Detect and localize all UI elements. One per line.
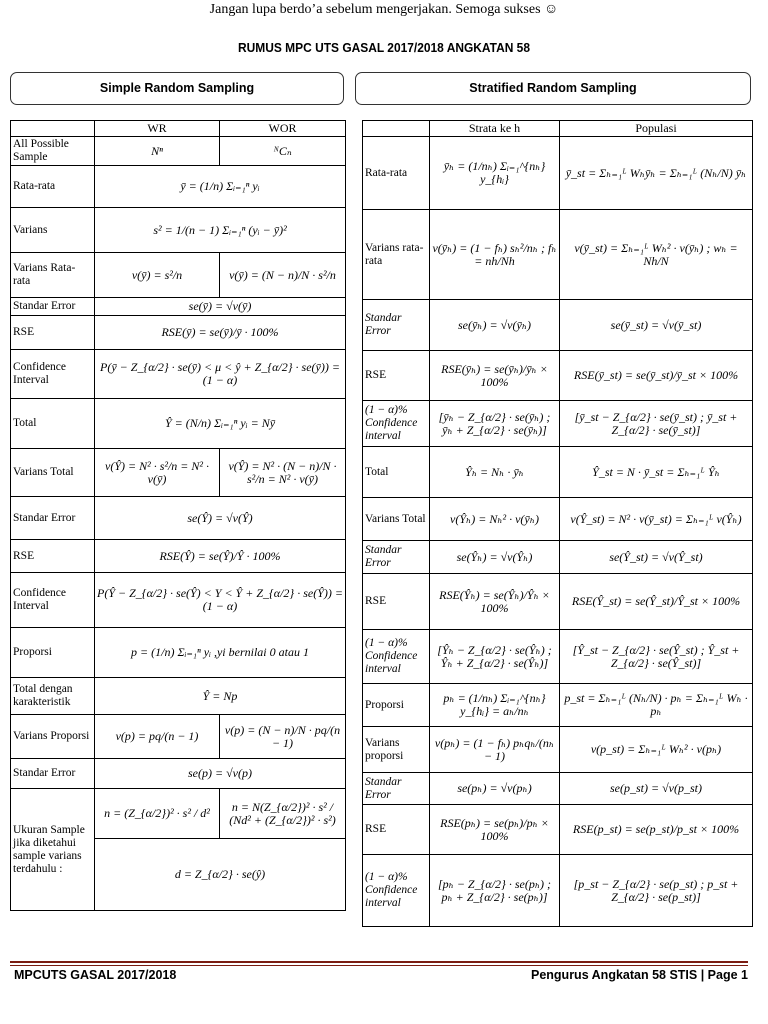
row-label: Varians xyxy=(11,208,95,253)
row-label: RSE xyxy=(363,805,430,855)
formula-cell: RSE(ȳ) = se(ȳ)/ȳ · 100% xyxy=(95,316,346,350)
row-label: Proporsi xyxy=(11,628,95,678)
col-header-wr: WR xyxy=(95,121,220,137)
row-label: Rata-rata xyxy=(363,137,430,210)
table-row xyxy=(363,351,753,401)
formula-cell: se(p) = √v(p) xyxy=(95,759,346,789)
footer-divider xyxy=(10,961,748,963)
table-row xyxy=(11,298,346,316)
formula-cell: RSE(ȳ_st) = se(ȳ_st)/ȳ_st × 100% xyxy=(560,351,753,401)
formula-cell: Ŷ = (N/n) Σᵢ₌₁ⁿ yᵢ = Nȳ xyxy=(95,399,346,449)
row-label: Standar Error xyxy=(363,541,430,574)
formula-cell: [Ŷₕ − Z_{α/2} · se(Ŷₕ) ; Ŷₕ + Z_{α/2} · se(Ŷₕ)] xyxy=(430,630,560,684)
formula-cell: p_st = Σₕ₌₁ᴸ (Nₕ/N) · pₕ = Σₕ₌₁ᴸ Wₕ · pₕ xyxy=(560,684,753,727)
row-label: Varians Rata-rata xyxy=(11,253,95,298)
formula-cell: n = N(Z_{α/2})² · s² / (Nd² + (Z_{α/2})² · s²) xyxy=(220,789,346,839)
table-row xyxy=(11,316,346,350)
row-label: Total dengan karakteristik xyxy=(11,678,95,715)
row-label: All Possible Sample xyxy=(11,137,95,166)
formula-cell: RSE(Ŷₕ) = se(Ŷₕ)/Ŷₕ × 100% xyxy=(430,574,560,630)
formula-cell: [p_st − Z_{α/2} · se(p_st) ; p_st + Z_{α/2} · se(p_st)] xyxy=(560,855,753,927)
table-row xyxy=(363,210,753,300)
formula-cell: [ȳ_st − Z_{α/2} · se(ȳ_st) ; ȳ_st + Z_{α/2} · se(ȳ_st)] xyxy=(560,401,753,447)
row-label: (1 − α)% Confidence interval xyxy=(363,855,430,927)
table-row xyxy=(11,399,346,449)
formula-cell: ᴺCₙ xyxy=(220,137,346,166)
table-row xyxy=(363,137,753,210)
blank-header xyxy=(11,121,95,137)
formula-cell: Ŷₕ = Nₕ · ȳₕ xyxy=(430,447,560,498)
table-row xyxy=(11,540,346,573)
formula-cell: pₕ = (1/nₕ) Σᵢ₌₁^{nₕ} y_{hᵢ} = aₕ/nₕ xyxy=(430,684,560,727)
table-row xyxy=(11,759,346,789)
formula-cell: se(Ŷ_st) = √v(Ŷ_st) xyxy=(560,541,753,574)
formula-cell: [Ŷ_st − Z_{α/2} · se(Ŷ_st) ; Ŷ_st + Z_{α/2} · se(Ŷ_st)] xyxy=(560,630,753,684)
table-header-row xyxy=(363,121,753,137)
table-row xyxy=(11,789,346,839)
formula-cell: v(p_st) = Σₕ₌₁ᴸ Wₕ² · v(pₕ) xyxy=(560,727,753,773)
formula-cell: se(ȳₕ) = √v(ȳₕ) xyxy=(430,300,560,351)
row-label: Varians Total xyxy=(11,449,95,497)
table-row xyxy=(363,773,753,805)
formula-cell: v(pₕ) = (1 − fₕ) pₕqₕ/(nₕ − 1) xyxy=(430,727,560,773)
row-label: RSE xyxy=(363,351,430,401)
row-label: Standar Error xyxy=(11,759,95,789)
formula-cell: se(p_st) = √v(p_st) xyxy=(560,773,753,805)
formula-cell: P(ȳ − Z_{α/2} · se(ȳ) < μ < ŷ + Z_{α/2} · se(ȳ)) = (1 − α) xyxy=(95,350,346,399)
row-label: (1 − α)% Confidence interval xyxy=(363,630,430,684)
row-label: Varians Total xyxy=(363,498,430,541)
row-label: Ukuran Sample jika diketahui sample varians terdahulu : xyxy=(11,789,95,911)
formula-cell: s² = 1/(n − 1) Σᵢ₌₁ⁿ (yᵢ − ȳ)² xyxy=(95,208,346,253)
table-row xyxy=(11,208,346,253)
srs-formula-table xyxy=(10,120,346,911)
formula-cell: Nⁿ xyxy=(95,137,220,166)
table-row xyxy=(363,684,753,727)
row-label: Standar Error xyxy=(11,497,95,540)
table-row xyxy=(363,401,753,447)
formula-cell: v(ȳ) = (N − n)/N · s²/n xyxy=(220,253,346,298)
formula-cell: v(Ŷ) = N² · s²/n = N² · v(ȳ) xyxy=(95,449,220,497)
row-label: Varians proporsi xyxy=(363,727,430,773)
table-row xyxy=(11,137,346,166)
table-row xyxy=(11,497,346,540)
footer-right-text: Pengurus Angkatan 58 STIS | Page 1 xyxy=(531,968,748,982)
formula-cell: v(p) = pq/(n − 1) xyxy=(95,715,220,759)
formula-cell: se(pₕ) = √v(pₕ) xyxy=(430,773,560,805)
page-title: RUMUS MPC UTS GASAL 2017/2018 ANGKATAN 58 xyxy=(238,40,530,55)
row-label: RSE xyxy=(363,574,430,630)
col-header-strata: Strata ke h xyxy=(430,121,560,137)
row-label: Standar Error xyxy=(11,298,95,316)
formula-cell: v(Ŷ_st) = N² · v(ȳ_st) = Σₕ₌₁ᴸ v(Ŷₕ) xyxy=(560,498,753,541)
table-row xyxy=(11,715,346,759)
formula-cell: n = (Z_{α/2})² · s² / d² xyxy=(95,789,220,839)
table-row xyxy=(363,300,753,351)
formula-cell: ȳₕ = (1/nₕ) Σᵢ₌₁^{nₕ} y_{hᵢ} xyxy=(430,137,560,210)
formula-cell: RSE(ȳₕ) = se(ȳₕ)/ȳₕ × 100% xyxy=(430,351,560,401)
footer-divider-thin xyxy=(10,965,748,966)
footer-left-text: MPCUTS GASAL 2017/2018 xyxy=(14,968,177,982)
formula-cell: Ŷ_st = N · ȳ_st = Σₕ₌₁ᴸ Ŷₕ xyxy=(560,447,753,498)
table-row xyxy=(363,630,753,684)
stratified-formula-table xyxy=(362,120,753,927)
formula-cell: RSE(pₕ) = se(pₕ)/pₕ × 100% xyxy=(430,805,560,855)
formula-cell: P(Ŷ − Z_{α/2} · se(Ŷ) < Y < Ŷ + Z_{α/2} · se(Ŷ)) = (1 − α) xyxy=(95,573,346,628)
row-label: Rata-rata xyxy=(11,166,95,208)
table-row xyxy=(11,253,346,298)
section-header-srs: Simple Random Sampling xyxy=(10,72,344,105)
formula-cell: v(ȳ) = s²/n xyxy=(95,253,220,298)
table-row xyxy=(363,498,753,541)
table-row xyxy=(363,447,753,498)
formula-cell: v(Ŷ) = N² · (N − n)/N · s²/n = N² · v(ȳ) xyxy=(220,449,346,497)
row-label: Total xyxy=(11,399,95,449)
col-header-populasi: Populasi xyxy=(560,121,753,137)
table-row xyxy=(363,574,753,630)
formula-cell: se(ȳ_st) = √v(ȳ_st) xyxy=(560,300,753,351)
row-label: RSE xyxy=(11,540,95,573)
formula-cell: v(p) = (N − n)/N · pq/(n − 1) xyxy=(220,715,346,759)
row-label: RSE xyxy=(11,316,95,350)
row-label: Varians rata-rata xyxy=(363,210,430,300)
formula-cell: d = Z_{α/2} · se(ŷ) xyxy=(95,839,346,911)
blank-header xyxy=(363,121,430,137)
table-row xyxy=(11,350,346,399)
row-label: Varians Proporsi xyxy=(11,715,95,759)
table-row xyxy=(11,678,346,715)
formula-cell: v(ȳₕ) = (1 − fₕ) sₕ²/nₕ ; fₕ = nh/Nh xyxy=(430,210,560,300)
formula-cell: p = (1/n) Σᵢ₌₁ⁿ yᵢ ,yi bernilai 0 atau 1 xyxy=(95,628,346,678)
formula-cell: ȳ = (1/n) Σᵢ₌₁ⁿ yᵢ xyxy=(95,166,346,208)
row-label: Proporsi xyxy=(363,684,430,727)
formula-cell: RSE(p_st) = se(p_st)/p_st × 100% xyxy=(560,805,753,855)
formula-cell: [ȳₕ − Z_{α/2} · se(ȳₕ) ; ȳₕ + Z_{α/2} · se(ȳₕ)] xyxy=(430,401,560,447)
table-row xyxy=(11,449,346,497)
formula-cell: se(ȳ) = √v(ȳ) xyxy=(95,298,346,316)
formula-cell: ȳ_st = Σₕ₌₁ᴸ Wₕȳₕ = Σₕ₌₁ᴸ (Nₕ/N) ȳₕ xyxy=(560,137,753,210)
formula-cell: se(Ŷ) = √v(Ŷ) xyxy=(95,497,346,540)
row-label: Standar Error xyxy=(363,773,430,805)
table-header-row xyxy=(11,121,346,137)
row-label: Standar Error xyxy=(363,300,430,351)
top-note: Jangan lupa berdo’a sebelum mengerjakan. Semoga sukses ☺ xyxy=(209,2,559,17)
table-row xyxy=(363,541,753,574)
row-label: (1 − α)% Confidence interval xyxy=(363,401,430,447)
table-row xyxy=(363,855,753,927)
formula-cell: [pₕ − Z_{α/2} · se(pₕ) ; pₕ + Z_{α/2} · se(pₕ)] xyxy=(430,855,560,927)
formula-cell: se(Ŷₕ) = √v(Ŷₕ) xyxy=(430,541,560,574)
row-label: Total xyxy=(363,447,430,498)
formula-cell: RSE(Ŷ) = se(Ŷ)/Ŷ · 100% xyxy=(95,540,346,573)
formula-cell: v(Ŷₕ) = Nₕ² · v(ȳₕ) xyxy=(430,498,560,541)
formula-cell: RSE(Ŷ_st) = se(Ŷ_st)/Ŷ_st × 100% xyxy=(560,574,753,630)
table-row xyxy=(363,805,753,855)
table-row xyxy=(11,166,346,208)
section-header-stratified: Stratified Random Sampling xyxy=(355,72,751,105)
formula-cell: v(ȳ_st) = Σₕ₌₁ᴸ Wₕ² · v(ȳₕ) ; wₕ = Nh/N xyxy=(560,210,753,300)
table-row xyxy=(363,727,753,773)
row-label: Confidence Interval xyxy=(11,350,95,399)
col-header-wor: WOR xyxy=(220,121,346,137)
row-label: Confidence Interval xyxy=(11,573,95,628)
table-row xyxy=(11,573,346,628)
table-row xyxy=(11,628,346,678)
formula-cell: Ŷ = Np xyxy=(95,678,346,715)
